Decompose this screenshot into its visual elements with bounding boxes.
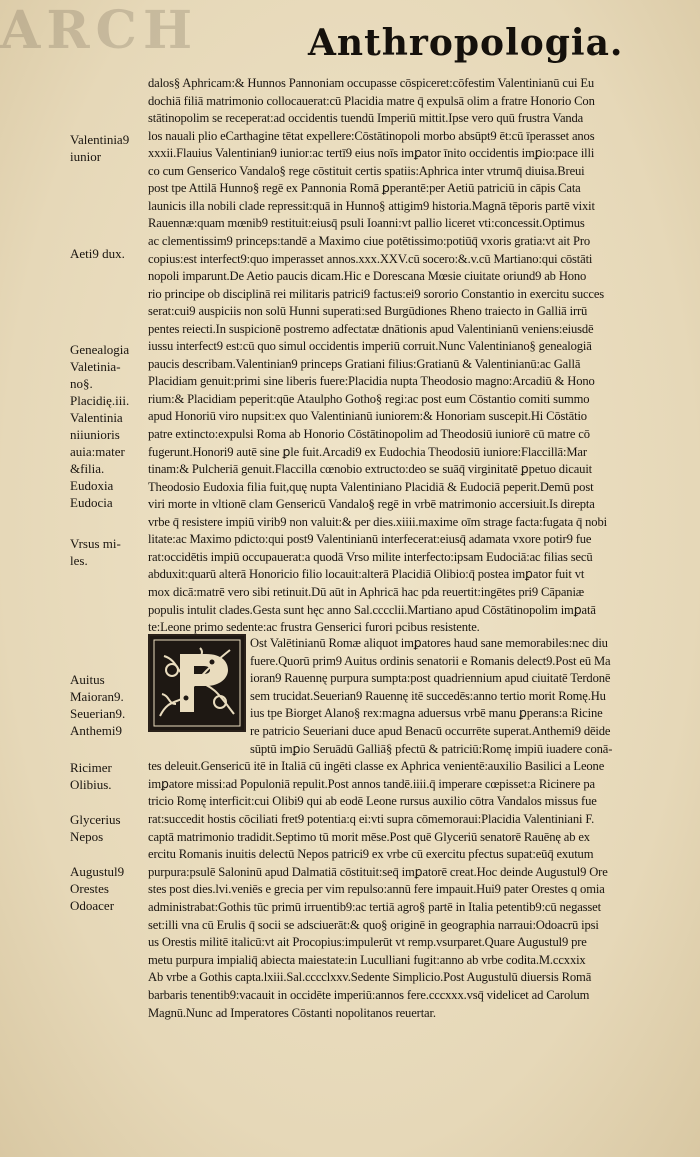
running-head: Anthropologia. bbox=[308, 22, 624, 64]
text-line: fuere.Quorū prim9 Auitus ordinis senatorii e Romanis delect9.Post eū Ma bbox=[250, 653, 611, 668]
margin-note: Olibius. bbox=[70, 777, 112, 792]
text-line: patre extincto:expulsi Roma ab Honorio Cōstātinopolim ad Theodosiū iuniorē cū matre cō bbox=[148, 427, 590, 441]
text-line: vrbe q̄ resistere impiū virib9 non valuit:& per dies.xiiii.maxime oīm strage facta:fugata q̄ nobi bbox=[148, 514, 607, 529]
text-line: xxxii.Flauius Valentinian9 iunior:ac tertī9 eius noīs imꝑator īnito occidentis imꝑio:pace illi bbox=[148, 146, 595, 161]
text-line: los nauali plio eCarthagine tētat expellere:Cōstātinopoli morbo absūpt9 ēt:cū īperasset anos bbox=[148, 128, 595, 143]
text-line: ercitu Romanis inuitis delectū Nepos patrici9 ex vrbe cū exercitu pfectus supat:eūq̄ exutum bbox=[148, 847, 594, 862]
text-line: launicis illa nobili clade repressit:quā in Hunno§ attigim9 historia.Magnā tēporis partē vixit bbox=[148, 198, 595, 213]
text-line: ius tpe Biorget Alano§ rex:magna aduersus vrbē manu ꝑperans:a Ricine bbox=[250, 706, 603, 721]
margin-note: Orestes bbox=[70, 881, 109, 896]
text-line: Magnū.Nunc ad Imperatores Cōstanti nopolitanos reuertar. bbox=[148, 1005, 436, 1020]
margin-note: Seuerian9. bbox=[70, 706, 126, 721]
margin-note: Eudoxia bbox=[70, 478, 114, 493]
text-line: Rauennæ:quam mœnib9 restituit:eiusq̄ psuli Ioanni:vt pallio liceret vti:concessit.Optimus bbox=[148, 216, 585, 231]
bleed-through-text: ARCH bbox=[0, 0, 199, 60]
margin-note: Glycerius bbox=[70, 812, 121, 827]
text-line: ac clementissim9 princeps:tandē a Maximo ciue potētissimo:potiūq̄ vxoris gratia:vt ait Pro bbox=[148, 233, 591, 248]
margin-note: Valetinia- bbox=[70, 359, 121, 374]
margin-note: Placidię.iii. bbox=[70, 393, 130, 408]
margin-note: Vrsus mi- bbox=[70, 536, 121, 551]
text-line: imꝑatore missi:ad Populoniā repulit.Post annos tandē.iiii.q̄ imperare cœpisset:a Ricinere pa bbox=[148, 776, 595, 791]
margin-note: no§. bbox=[70, 376, 93, 391]
text-line: Ost Valētinianū Romæ aliquot imꝑatores haud sane memorabiles:nec diu bbox=[250, 636, 608, 650]
text-line: te:Leone primo sedente:ac frustra Genserici furori pcibus resistente. bbox=[148, 620, 480, 635]
text-line: rat:occidētis impiū occupauerat:a quodā Vrso milite interfecto:ipsam Eudociā:ac filias secū bbox=[148, 549, 593, 564]
text-line: serat:cui9 auspiciis non solū Hunni superati:sed Burgūdiones Rheno traiecto in Galliā irrū bbox=[148, 304, 588, 319]
text-line: populis intulit clades.Gesta sunt hęc anno Sal.cccclii.Martiano apud Cōstātinopolim imꝑatā bbox=[148, 602, 596, 617]
text-line: us Orestis militē italicū:vt ait Procopius:impulerūt vt remp.vsurparet.Quare Augustul9 pre bbox=[148, 935, 587, 950]
margin-note: niiunioris bbox=[70, 427, 120, 442]
margin-note: Nepos bbox=[70, 829, 104, 844]
text-line: stātinopolim se receperat:ad occidentis tuendū Imperiū mittit.Ipse vero quū frustra Vanda bbox=[148, 111, 584, 126]
text-line: copius:est interfect9:quo imperasset annos.xxx.XXV.cū socero:&.v.cū Martiano:qui cōstāti bbox=[148, 251, 593, 266]
text-line: administrabat:Gothis tūc primū irruentib9:ac tertiā agro§ partē in Italia petentib9:cū negasset bbox=[148, 900, 601, 914]
text-line: rium:& Placidiam peperit:qūe Ataulpho Gotho§ regi:ac post eum Cōstantio comiti summo bbox=[148, 391, 590, 406]
margin-note: Maioran9. bbox=[70, 689, 124, 704]
text-line: fugerunt.Honori9 autē sine ꝑle fuit.Arcadi9 ex Eudochia Theodosiū iuniore:Flaccillā:Mar bbox=[148, 444, 587, 459]
text-line: abduxit:quarū alterā Honoricio filio locauit:alterā Placidiā Olibio:q̄ postea imꝑator fuit vt bbox=[148, 567, 585, 582]
text-line: post tpe Attilā Hunno§ regē ex Pannonia Romā ꝑperantē:per Aetiū patriciū in cāpis Cata bbox=[148, 181, 581, 196]
text-line: Theodosio Eudoxia filia fuit,quę nupta Valentiniano Placidiā & Eudociā peperit.Demū post bbox=[148, 479, 594, 494]
margin-note: Valentinia bbox=[70, 410, 123, 425]
text-line: captā matrimonio tradidit.Septimo tū morit mēse.Post quē Glyceriū senatorē Rauēnę ab ex bbox=[148, 829, 590, 844]
text-line: dochiā filiā matrimonio collocauerat:cū Placidia matre q̄ expulsā olim a fratre Honorio Con bbox=[148, 93, 595, 108]
text-line: tes deleuit.Gensericū itē in Italiā cū ingēti classe ex Aphrica venientē:auxilio Basilici a Leone bbox=[148, 759, 605, 774]
floral-initial-icon bbox=[150, 636, 244, 730]
text-line: apud Honoriū viro nupsit:ex quo Valentinianū iuniorem:& Honoriam suscepit.Hi Cōstātio bbox=[148, 409, 587, 424]
text-line: dalos§ Aphricam:& Hunnos Pannoniam occupasse cōspiceret:cōfestim Valentinianū cui Eu bbox=[148, 76, 595, 90]
margin-note: Ricimer bbox=[70, 760, 112, 775]
text-line: rio principe ob disciplinā rei militaris patrici9 factus:ei9 sororio Constantio in exercitu succes bbox=[148, 286, 605, 301]
margin-note: auia:mater bbox=[70, 444, 125, 459]
text-line: sem trucidat.Seuerian9 Rauennę itē succedēs:anno tertio morit Romę.Hu bbox=[250, 688, 606, 703]
text-line: tricio Romę interficit:cui Olibi9 qui ab eodē Leone rursus auxilio cōtra Vandalos missus fue bbox=[148, 794, 597, 809]
margin-note: Valentinia9 bbox=[70, 132, 130, 147]
margin-note: Auitus bbox=[70, 672, 105, 687]
text-line: co cum Genserico Vandalo§ rege cōstituit certis spatiis:Aphrica inter vtrumq̄ diuisa.Breui bbox=[148, 163, 585, 178]
margin-note: Aeti9 dux. bbox=[70, 246, 125, 261]
text-line: paucis describam.Valentinian9 princeps Gratiani filius:Gratianū & Valentinianū:ac Gallā bbox=[148, 356, 581, 371]
text-line: ioran9 Rauennę purpura sumpta:post quadriennium apud ciuitatē Terdonē bbox=[250, 671, 611, 686]
margin-note: Anthemi9 bbox=[70, 723, 122, 738]
text-line: viri morte in vltionē clam Gensericū Vandalo§ regē in vrbē matrimonio accersiuit.Is direpta bbox=[148, 497, 595, 512]
text-line: tinam:& Pulcheriā genuit.Flaccilla cœnobio extructo:deo se suāq̄ virginitatē ꝑpetuo dicauit bbox=[148, 462, 593, 477]
text-line: re patricio Seueriani duce apud Benacū occurrēte superat.Anthemi9 dēide bbox=[250, 724, 611, 738]
text-line: stes post dies.lvi.veniēs e grecia per vim repulso:annū fere impauit.Hui9 pater Orestes q omia bbox=[148, 882, 605, 897]
text-line: purpura:psulē Saloninū apud Dalmatiā cōstituit:seq̄ imꝑatorē creat.Hoc deinde Augustul9 Ore bbox=[148, 864, 608, 879]
text-line: iussu interfect9 est:cū quo simul occidentis imperiū corruit.Nunc Valentiniano§ genealogiā bbox=[148, 339, 592, 354]
decorated-initial-p bbox=[148, 634, 246, 732]
text-line: Ab vrbe a Gothis capta.lxiii.Sal.cccclxxv.Sedente Simplicio.Post Augustulū diuersis Romā bbox=[148, 970, 592, 985]
text-line: mox dicā:matrē vero sibi retinuit.Dū aūt in Aphricā hac pda reuertit:ingētes pri9 Cāpaniæ bbox=[148, 584, 585, 599]
text-line: metu purpura impialiq̄ abiecta maiestate:in Luculliani fugit:anno ab vrbe codita.M.ccxxix bbox=[148, 952, 586, 967]
text-line: barbaris tenentib9:vacauit in occidēte imperiū:annos fere.cccxxx.vsq̄ videlicet ad Carolum bbox=[148, 988, 590, 1002]
text-line: pentes reiecti.In suspicionē postremo adfectatæ dnātionis apud Valentinianū veniens:eiusdē bbox=[148, 321, 594, 336]
text-line: rat:succedit hostis cōciliati fret9 potentia:q ei:vti supra cōmemoraui:Placidia Valentiniani F. bbox=[148, 812, 595, 826]
text-line: nopoli imparunt.De Aetio paucis dicam.Hic e Dorescana Mœsie ciuitate oriund9 ab Hono bbox=[148, 269, 587, 284]
text-line: set:illi vna cū Erulis q̄ socii se adsciuerāt:& quo§ originē in geographia narraui:Odoacrū ipsi bbox=[148, 917, 599, 932]
margin-note: les. bbox=[70, 553, 88, 568]
margin-note: &filia. bbox=[70, 461, 105, 476]
margin-note: Eudocia bbox=[70, 495, 113, 510]
text-line: Placidiam genuit:primi sine liberis fuere:Placidia nupta Theodosio magno:Arcadiū & Hono bbox=[148, 374, 595, 389]
margin-note: Augustul9 bbox=[70, 864, 125, 879]
margin-note: Odoacer bbox=[70, 898, 115, 913]
margin-note: Genealogia bbox=[70, 342, 130, 357]
text-line: sūptū imꝑio Seruādū Galliā§ pfectū & patriciū:Romę impiū iuadere conā- bbox=[250, 741, 613, 756]
text-line: litate:ac Maximo pdicto:qui post9 Valentinianū interfecerat:eiusq̄ adamata vxore potir9 fue bbox=[148, 532, 592, 547]
margin-note: iunior bbox=[70, 149, 102, 164]
